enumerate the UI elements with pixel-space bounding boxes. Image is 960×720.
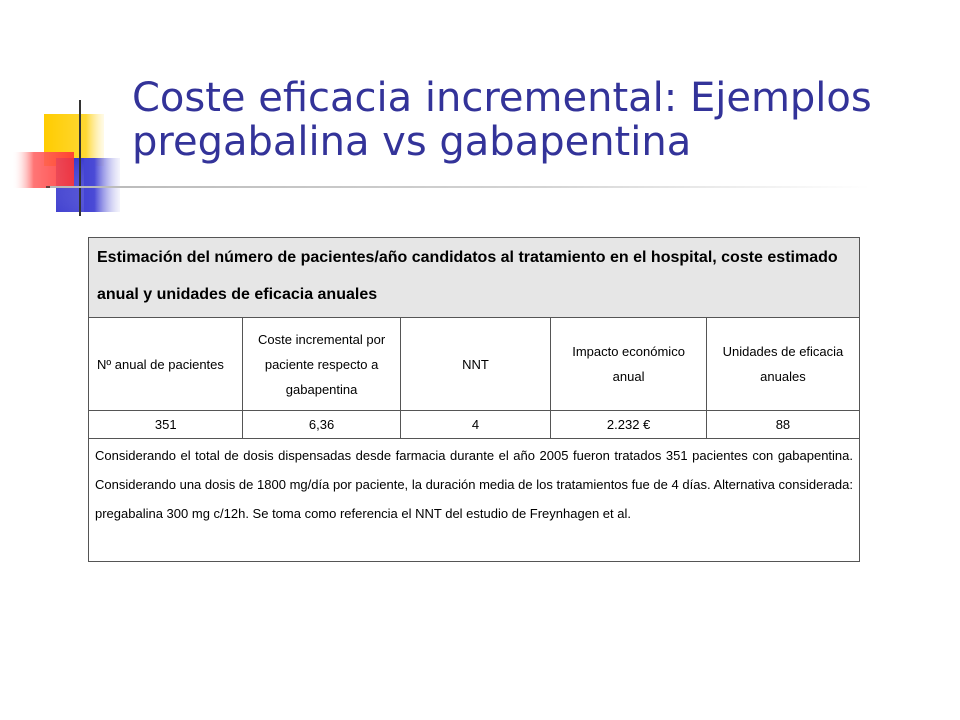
slide-title-line-2: pregabalina vs gabapentina <box>132 119 692 165</box>
cell-economic-impact: 2.232 € <box>551 411 707 439</box>
column-header-incremental-cost: Coste incremental por paciente respecto a gabapentina <box>243 318 400 411</box>
red-bar <box>12 152 74 188</box>
title-underline <box>50 186 870 188</box>
column-header-nnt: NNT <box>400 318 551 411</box>
column-header-efficacy-units: Unidades de eficacia anuales <box>706 318 859 411</box>
table-header-row <box>89 318 860 411</box>
column-header-economic-impact: Impacto económico anual <box>551 318 707 411</box>
table-note: Considerando el total de dosis dispensadas desde farmacia durante el año 2005 fueron tratados 351 pacientes con gabapentina. Considerando una dosis de 1800 mg/día por paciente, la duración media de los tratamientos fue de 4 días. Alternativa considerada: pregabalina 300 mg c/12h. Se toma como referencia el NNT del estudio de Freynhagen et al. <box>89 439 860 562</box>
cell-patients: 351 <box>89 411 243 439</box>
cell-efficacy-units: 88 <box>706 411 859 439</box>
estimation-table <box>88 237 860 562</box>
table-caption: Estimación del número de pacientes/año candidatos al tratamiento en el hospital, coste estimado anual y unidades de eficacia anuales <box>89 238 860 318</box>
table-caption-row <box>89 238 860 318</box>
cell-incremental-cost: 6,36 <box>243 411 400 439</box>
slide-title <box>132 76 932 164</box>
table-note-row <box>89 439 860 562</box>
slide-title-line-1: Coste eficacia incremental: Ejemplos <box>132 75 872 121</box>
column-header-patients: Nº anual de pacientes <box>89 318 243 411</box>
cell-nnt: 4 <box>400 411 551 439</box>
table-row <box>89 411 860 439</box>
corner-decoration <box>0 0 140 230</box>
